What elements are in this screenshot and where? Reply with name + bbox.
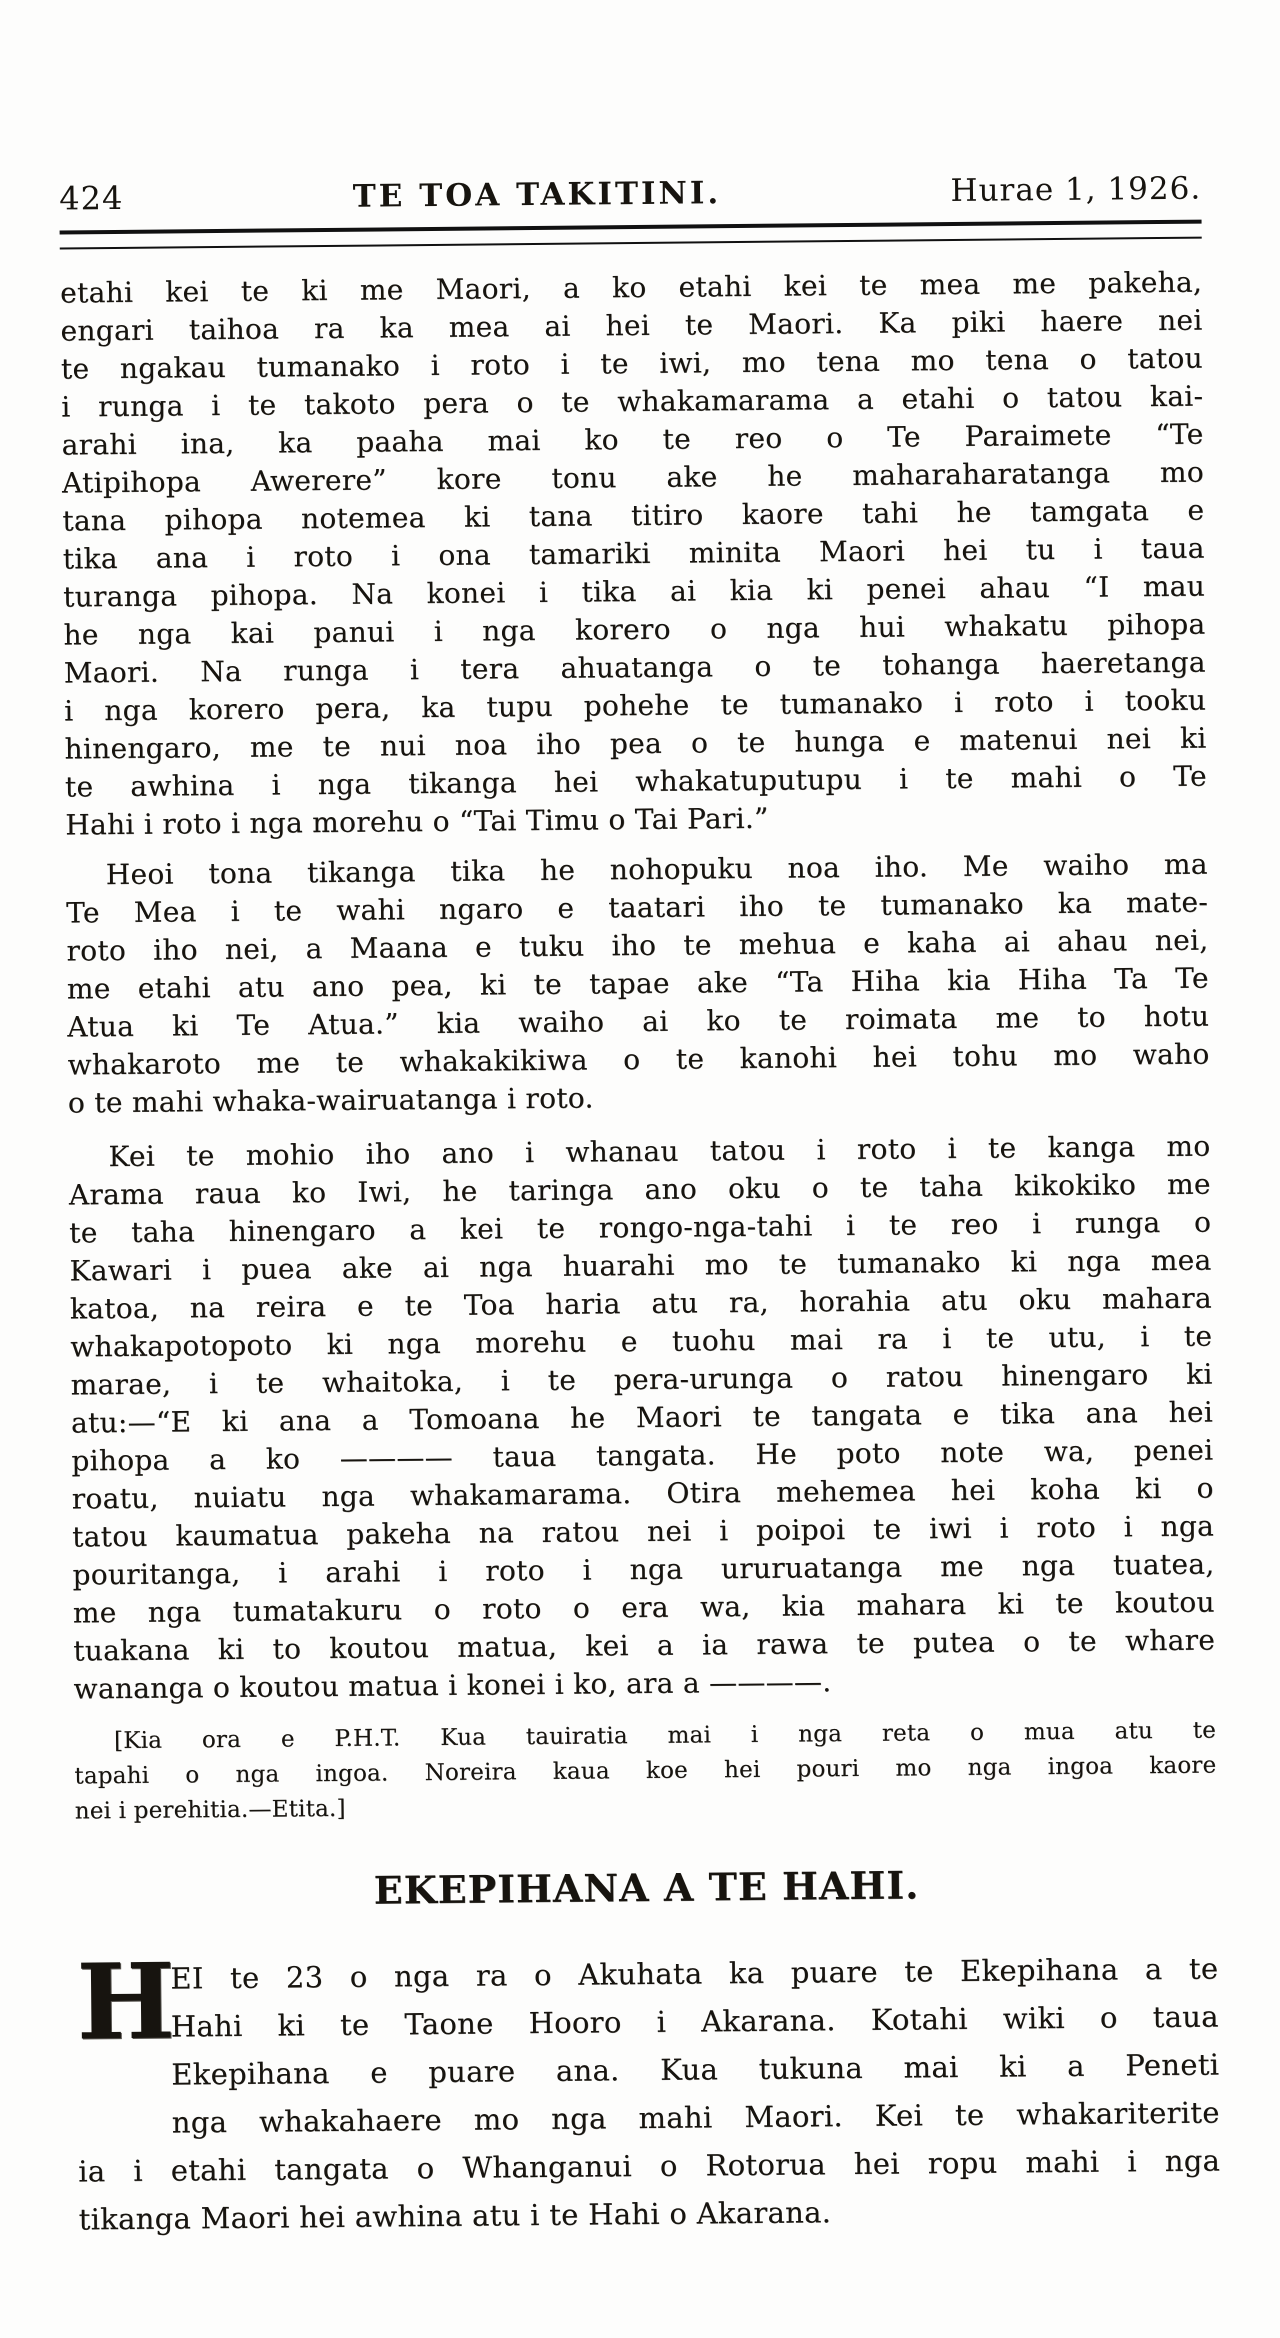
text-line: tikanga Maori hei awhina atu i te Hahi o Akarana. [78, 2195, 832, 2237]
article-continuation [60, 264, 1217, 1830]
text-line: i nga korero pera, ka tupu pohehe te tumanako i roto i tooku [64, 683, 1207, 728]
header-double-rule [60, 220, 1202, 250]
masthead-title: TE TOA TAKITINI. [352, 175, 722, 215]
text-line: etahi kei te ki me Maori, a ko etahi kei te mea me pakeha, [60, 265, 1203, 310]
section-heading: EKEPIHANA A TE HAHI. [373, 1862, 920, 1913]
text-line: EI te 23 o nga ra o Akuhata ka puare te Ekepihana a te [170, 1951, 1219, 1996]
text-line: marae, i te whaitoka, i te pera-urunga o ratou hinengaro ki [70, 1357, 1213, 1402]
page-number: 424 [59, 178, 124, 218]
text-line: he nga kai panui i nga korero o nga hui whakatu pihopa [63, 607, 1206, 652]
text-line: Arama raua ko Iwi, he taringa ano oku o te taha kikokiko me [68, 1167, 1211, 1212]
text-line: roto iho nei, a Maana e tuku iho te mehua e kaha ai ahau nei, [66, 923, 1209, 968]
text-line: tapahi o nga ingoa. Noreira kaua koe hei pouri mo nga ingoa kaore [74, 1752, 1217, 1790]
drop-cap [76, 1939, 176, 2102]
text-line: pihopa a ko ———— taua tangata. He poto note wa, penei [71, 1433, 1214, 1478]
text-line: tuakana ki to koutou matua, kei a ia rawa te putea o te whare [73, 1623, 1216, 1668]
text-line: whakaroto me te whakakikiwa o te kanohi hei tohu mo waho [67, 1037, 1210, 1082]
drop-cap-letter: H [76, 1939, 176, 2064]
paragraph-continuation [60, 264, 1207, 845]
text-line: [Kia ora e P.H.T. Kua tauiratia mai i nga reta o mua atu te [113, 1717, 1217, 1755]
text-line: te ngakau tumanako i roto i te iwi, mo tena mo tena o tatou [60, 341, 1204, 386]
text-line: Hahi ki te Taone Hooro i Akarana. Kotahi wiki o taua [170, 1999, 1219, 2044]
text-line: atu:—“E ki ana a Tomoana he Maori te tangata e tika ana hei [70, 1395, 1214, 1440]
editor-note [74, 1714, 1217, 1830]
text-line: pouritanga, i arahi i roto i nga ururuatanga me nga tuatea, [72, 1547, 1215, 1592]
text-line: me etahi atu ano pea, ki te tapae ake “Ta Hiha kia Hiha Ta Te [66, 961, 1209, 1006]
page-header [59, 171, 1201, 217]
issue-date: Hurae 1, 1926. [950, 170, 1202, 209]
text-line: Kei te mohio iho ano i whanau tatou i roto i te kanga mo [108, 1129, 1211, 1174]
text-line: hinengaro, me te nui noa iho pea o te hunga e matenui nei ki [64, 721, 1207, 766]
paragraph-dropcap [76, 1939, 1221, 2243]
text-line: Atipihopa Awerere” kore tonu ake he maharaharatanga mo [61, 455, 1205, 500]
paragraph [68, 1128, 1215, 1709]
text-line: tatou kaumatua pakeha na ratou nei i poipoi te iwi i roto i nga [71, 1509, 1215, 1554]
text-line: tika ana i roto i ona tamariki minita Maori hei tu i taua [62, 531, 1205, 576]
text-line: te taha hinengaro a kei te rongo-nga-tahi i te reo i runga o [69, 1205, 1212, 1250]
text-line: turanga pihopa. Na konei i tika ai kia ki penei ahau “I mau [62, 569, 1206, 614]
text-line: whakapotopoto ki nga morehu e tuohu mai ra i te utu, i te [70, 1319, 1213, 1364]
text-column [59, 171, 1221, 2244]
text-line: te awhina i nga tikanga hei whakatuputupu i te mahi o Te [64, 759, 1208, 804]
text-line: i runga i te takoto pera o te whakamarama a etahi o tatou kai- [61, 379, 1204, 424]
text-line: wananga o koutou matua i konei i ko, ara a ————. [73, 1665, 832, 1706]
text-line: ia i etahi tangata o Whanganui o Rotorua hei ropu mahi i nga [78, 2143, 1221, 2189]
text-line: Kawari i puea ake ai nga huarahi mo te tumanako ki nga mea [69, 1243, 1212, 1288]
text-line: arahi ina, ka paaha mai ko te reo o Te Paraimete “Te [61, 417, 1204, 462]
text-line: Hahi i roto i nga morehu o “Tai Timu o Tai Pari.” [65, 801, 769, 842]
text-line: Maori. Na runga i tera ahuatanga o te tohanga haeretanga [63, 645, 1206, 690]
text-line: katoa, na reira e te Toa haria atu ra, horahia atu oku mahara [69, 1281, 1213, 1326]
text-line: roatu, nuiatu nga whakamarama. Otira mehemea hei koha ki o [71, 1471, 1214, 1516]
text-line: nei i perehitia.—Etita.] [74, 1795, 346, 1825]
text-line: tana pihopa notemea ki tana titiro kaore tahi he tamgata e [62, 493, 1205, 538]
paragraph [66, 846, 1211, 1123]
text-line: me nga tumatakuru o roto o era wa, kia mahara ki te koutou [72, 1585, 1215, 1630]
text-line: Ekepihana e puare ana. Kua tukuna mai ki a Peneti [171, 2047, 1220, 2092]
text-line: Te Mea i te wahi ngaro e taatari iho te tumanako ka mate- [65, 885, 1209, 930]
text-line: nga whakahaere mo nga mahi Maori. Kei te whakariterite [171, 2095, 1220, 2140]
text-line: o te mahi whaka-wairuatanga i roto. [67, 1081, 594, 1120]
text-line: engari taihoa ra ka mea ai hei te Maori. Ka piki haere nei [60, 303, 1203, 348]
text-line: Heoi tona tikanga tika he nohopuku noa iho. Me waiho ma [105, 847, 1208, 892]
article-ekepihana [75, 1863, 1220, 2244]
text-line: Atua ki Te Atua.” kia waiho ai ko te roimata me to hotu [67, 999, 1210, 1044]
